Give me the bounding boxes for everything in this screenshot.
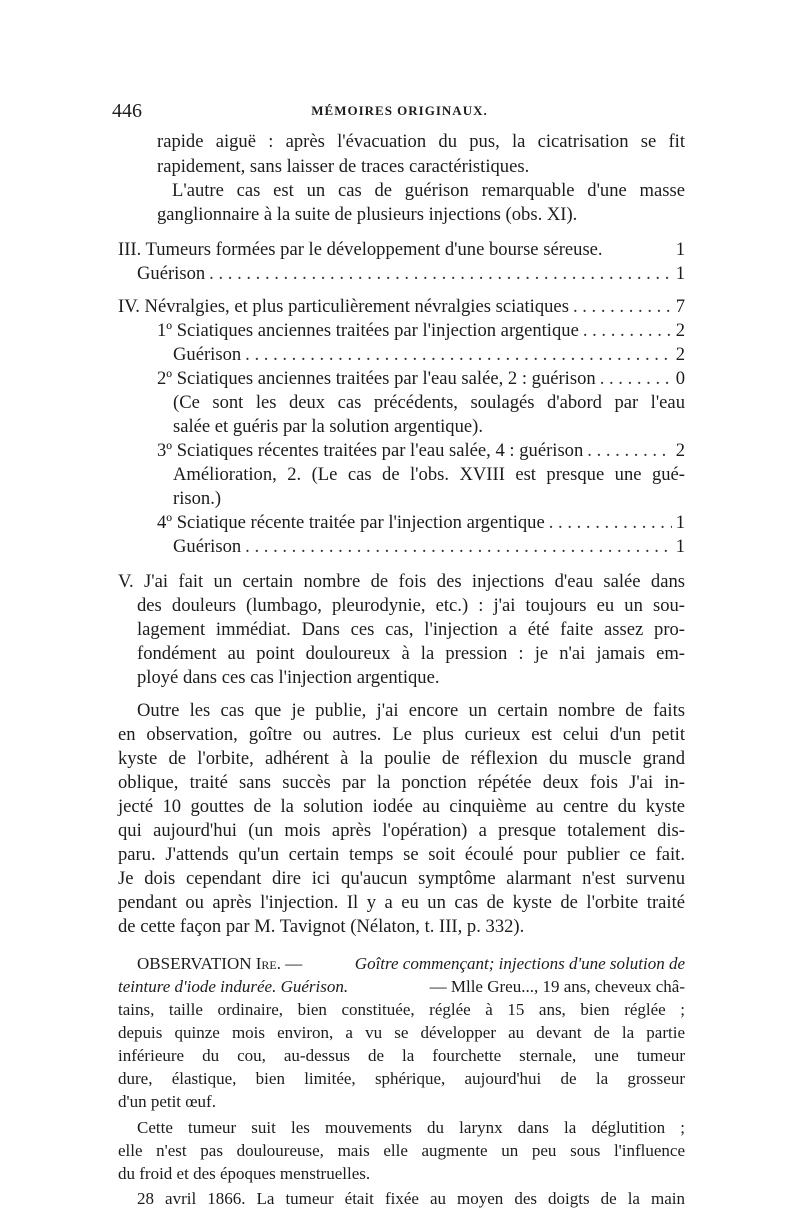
observation-title-cont: teinture d'iode indurée. Guérison. xyxy=(118,977,349,996)
text-line: ployé dans ces cas l'injection argentique. xyxy=(137,667,440,688)
text-line: d'un petit œuf. xyxy=(118,1092,216,1111)
line-label: Guérison xyxy=(173,536,242,557)
line-label: 1º Sciatiques anciennes traitées par l'injection argentique xyxy=(157,320,579,341)
text-line: (Ce sont les deux cas précédents, soulagés d'abord par l'eau xyxy=(173,392,685,413)
text-line: depuis quinze mois environ, a vu se développer au devant de la partie xyxy=(118,1023,685,1042)
text-line: L'autre cas est un cas de guérison remarquable d'une masse xyxy=(172,180,685,201)
observation-title: Goître commençant; injections d'une solution de xyxy=(354,954,685,973)
text-line: fondément au point douloureux à la pression : je n'ai jamais em- xyxy=(137,643,685,664)
line-label: 3º Sciatiques récentes traitées par l'eau salée, 4 : guérison xyxy=(157,440,584,461)
section-iii-count: 1 xyxy=(675,239,685,260)
line-count: 1 xyxy=(675,512,685,533)
text-line: elle n'est pas douloureuse, mais elle augmente un peu sous l'influence xyxy=(118,1141,685,1160)
text-line: oblique, traité sans succès par la ponction répétée deux fois J'ai in- xyxy=(118,772,685,793)
dot-leader xyxy=(587,440,671,462)
running-title: MÉMOIRES ORIGINAUX. xyxy=(311,103,488,118)
section-iii-line xyxy=(137,263,685,285)
section-iii-heading xyxy=(118,239,685,261)
line-label: Guérison xyxy=(173,344,242,365)
text-line: salée et guéris par la solution argentique). xyxy=(173,416,483,437)
line-label: IV. Névralgies, et plus particulièrement névralgies sciatiques xyxy=(118,296,569,317)
section-iii-title: III. Tumeurs formées par le développement d'une bourse séreuse. xyxy=(118,239,603,260)
section-iv-item xyxy=(157,368,685,390)
text-line: des douleurs (lumbago, pleurodynie, etc.) : j'ai toujours eu un sou- xyxy=(137,595,685,616)
observation-heading xyxy=(137,953,685,975)
dot-leader xyxy=(600,368,672,390)
dot-leader xyxy=(245,536,672,558)
text-line: paru. J'attends qu'un certain temps se soit écoulé pour publier ce fait. xyxy=(118,844,685,865)
observation-line xyxy=(118,976,685,998)
observation-label: OBSERVATION Ire. — xyxy=(137,954,303,973)
text-line: de cette façon par M. Tavignot (Nélaton, t. III, p. 332). xyxy=(118,916,525,937)
text-line: 28 avril 1866. La tumeur était fixée au moyen des doigts de la main xyxy=(137,1189,685,1208)
section-iv-item xyxy=(157,512,685,534)
line-label: 4º Sciatique récente traitée par l'injection argentique xyxy=(157,512,545,533)
text-line: du froid et des époques menstruelles. xyxy=(118,1164,371,1183)
page-header xyxy=(112,100,687,126)
dot-leader xyxy=(583,320,672,342)
line-label: Guérison xyxy=(137,263,206,284)
text-line: ganglionnaire à la suite de plusieurs injections (obs. XI). xyxy=(157,204,578,225)
line-count: 2 xyxy=(675,440,685,461)
text-line: Outre les cas que je publie, j'ai encore un certain nombre de faits xyxy=(137,700,685,721)
line-count: 1 xyxy=(675,536,685,557)
line-count: 0 xyxy=(675,368,685,389)
dot-leader xyxy=(209,263,672,285)
text-line: rison.) xyxy=(173,488,222,509)
dot-leader xyxy=(245,344,672,366)
text-line: dure, élastique, bien limitée, sphérique, aujourd'hui de la grosseur xyxy=(118,1069,685,1088)
page-number: 446 xyxy=(112,100,142,122)
section-iv-item xyxy=(157,440,685,462)
dot-leader xyxy=(573,296,672,318)
text-line: Cette tumeur suit les mouvements du larynx dans la déglutition ; xyxy=(137,1118,685,1137)
text-line: en observation, goître ou autres. Le plus curieux est celui d'un petit xyxy=(118,724,685,745)
text-line: pendant ou après l'injection. Il y a eu un cas de kyste de l'orbite traité xyxy=(118,892,685,913)
section-iv-heading xyxy=(118,296,685,318)
text-line: jecté 10 gouttes de la solution iodée au cinquième au centre du kyste xyxy=(118,796,685,817)
section-iv-item xyxy=(157,320,685,342)
text-line: qui aujourd'hui (un mois après l'opération) a presque totalement dis- xyxy=(118,820,685,841)
line-label: 2º Sciatiques anciennes traitées par l'eau salée, 2 : guérison xyxy=(157,368,596,389)
line-count: 2 xyxy=(675,320,685,341)
text-line: V. J'ai fait un certain nombre de fois des injections d'eau salée dans xyxy=(118,571,685,592)
dot-leader xyxy=(549,512,672,534)
text-line: kyste de l'orbite, adhérent à la poulie de réflexion du muscle grand xyxy=(118,748,685,769)
text-line: rapide aiguë : après l'évacuation du pus, la cicatrisation se fit xyxy=(157,131,685,152)
section-iv-line xyxy=(173,344,685,366)
text-line: Je dois cependant dire ici qu'aucun symptôme alarmant n'est survenu xyxy=(118,868,685,889)
line-count: 1 xyxy=(675,263,685,284)
line-count: 2 xyxy=(675,344,685,365)
section-iv-line xyxy=(173,536,685,558)
text-line: Amélioration, 2. (Le cas de l'obs. XVIII est presque une gué- xyxy=(173,464,685,485)
text-line: lagement immédiat. Dans ces cas, l'injection a été faite assez pro- xyxy=(137,619,685,640)
line-count: 7 xyxy=(675,296,685,317)
text-line: rapidement, sans laisser de traces caractéristiques. xyxy=(157,156,530,177)
text-line: tains, taille ordinaire, bien constituée, réglée à 15 ans, bien réglée ; xyxy=(118,1000,685,1019)
text-line: inférieure du cou, au-dessus de la fourchette sternale, une tumeur xyxy=(118,1046,685,1065)
observation-text: — Mlle Greu..., 19 ans, cheveux châ- xyxy=(429,977,685,996)
